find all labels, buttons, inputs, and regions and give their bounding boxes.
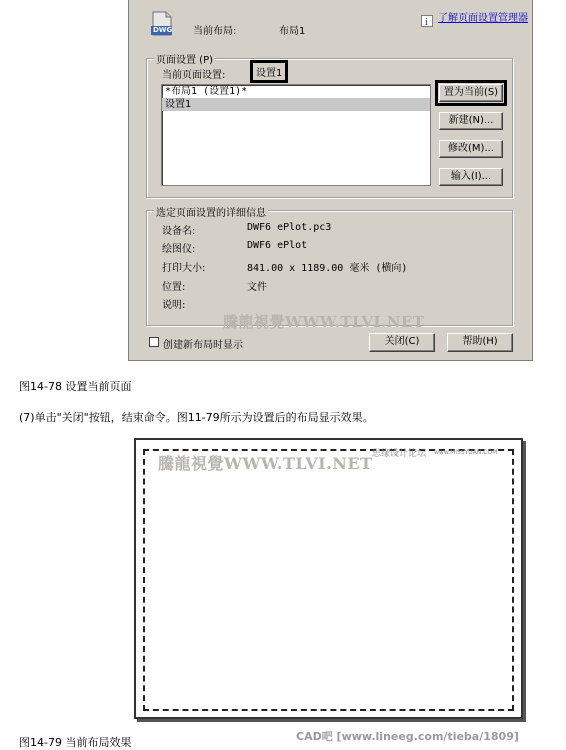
step-text: (7)单击"关闭"按钮，结束命令。图11-79所示为设置后的布局显示效果。 — [19, 411, 374, 424]
layout-watermark: 騰龍視覺WWW.TLVI.NET — [158, 454, 373, 473]
watermark: 騰龍視覺WWW.TLVI.NET — [223, 313, 425, 331]
create-layout-checkbox[interactable] — [149, 337, 159, 347]
info-icon — [421, 15, 433, 27]
current-page-setup-value: 设置1 — [254, 64, 284, 79]
modify-button[interactable]: 修改(M)... — [439, 140, 503, 158]
page-setup-group-title: 页面设置 (P) — [154, 51, 215, 66]
plot-size-label: 打印大小: — [162, 263, 206, 274]
device-name-label: 设备名: — [162, 226, 196, 237]
layout-watermark-3: www.MISSYUAN.COM — [434, 449, 498, 456]
plotter-value: DWF6 ePlot — [247, 240, 308, 251]
set-current-button[interactable]: 置为当前(S) — [439, 84, 503, 102]
help-button[interactable]: 帮助(H) — [447, 333, 513, 352]
details-group-title: 选定页面设置的详细信息 — [154, 204, 268, 219]
current-layout-label: 当前布局: — [193, 26, 237, 37]
help-link[interactable]: 了解页面设置管理器 — [438, 13, 528, 24]
figure-caption-1: 图14-78 设置当前页面 — [19, 380, 132, 393]
layout-watermark-2: 思缘设计论坛 — [372, 449, 427, 459]
device-name-value: DWF6 ePlot.pc3 — [247, 222, 332, 233]
svg-text:i: i — [425, 18, 428, 27]
import-button[interactable]: 输入(I)... — [439, 168, 503, 186]
close-button[interactable]: 关闭(C) — [369, 333, 435, 352]
page-setup-manager-dialog — [128, 0, 533, 361]
dwg-file-icon — [151, 11, 173, 37]
new-button[interactable]: 新建(N)... — [439, 112, 503, 130]
footer-watermark: CAD吧 [www.lineeg.com/tieba/1809] — [296, 730, 519, 743]
list-item[interactable]: 设置1 — [162, 98, 430, 111]
location-label: 位置: — [162, 282, 186, 293]
list-item[interactable]: *布局1 (设置1)* — [165, 86, 248, 97]
current-layout-value: 布局1 — [279, 26, 306, 37]
plotter-label: 绘图仪: — [162, 244, 196, 255]
figure-caption-2: 图14-79 当前布局效果 — [19, 736, 132, 749]
create-layout-checkbox-label[interactable]: 创建新布局时显示 — [163, 340, 243, 351]
description-label: 说明: — [162, 300, 186, 311]
current-page-setup-label: 当前页面设置: — [162, 70, 226, 81]
printable-area-border — [143, 449, 514, 711]
dwg-badge: DWG — [153, 26, 173, 34]
location-value: 文件 — [247, 282, 267, 293]
page-setup-list[interactable] — [161, 84, 431, 186]
plot-size-value: 841.00 x 1189.00 毫米 (横向) — [247, 263, 408, 274]
